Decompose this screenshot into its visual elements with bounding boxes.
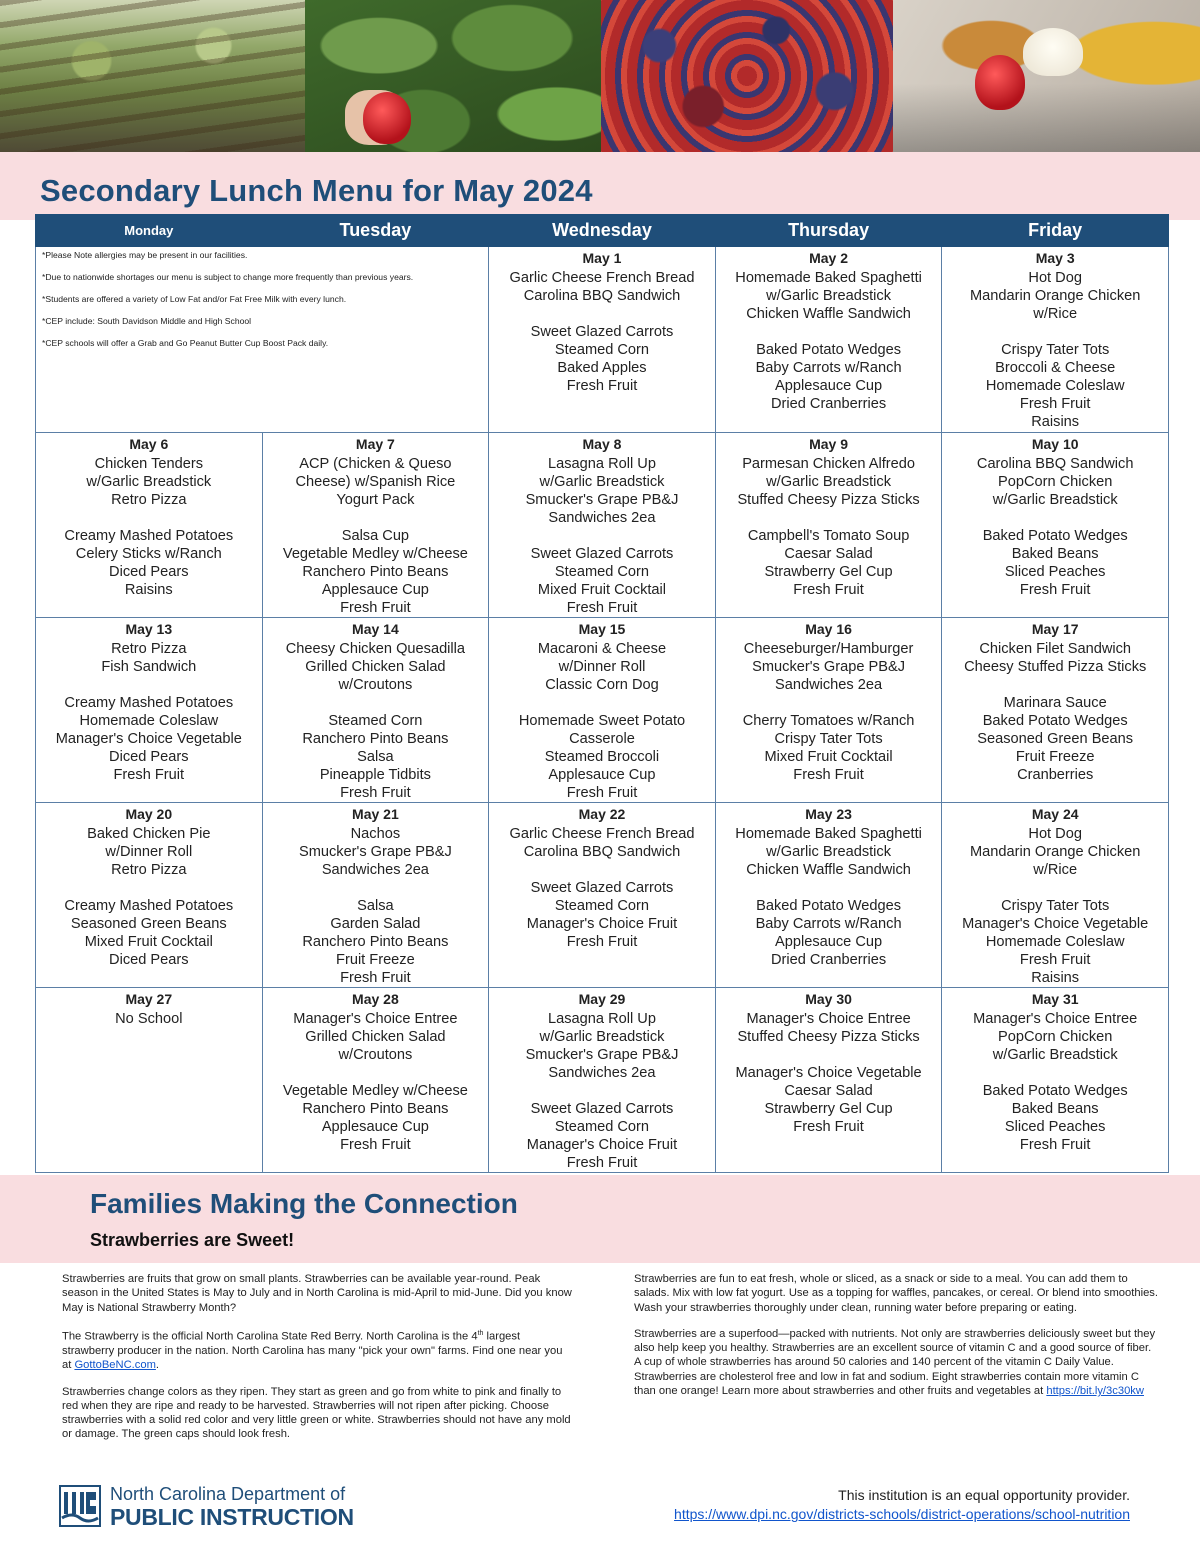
menu-item: Steamed Corn [554,1119,650,1135]
day-date: May 24 [1031,806,1079,822]
menu-item: Garlic Cheese French Bread [509,826,695,842]
menu-spacer [492,1082,712,1100]
menu-item: Sweet Glazed Carrots [530,546,674,562]
menu-item: Manager's Choice Vegetable [735,1065,922,1081]
menu-item: Homemade Sweet Potato [518,713,686,729]
menu-spacer [39,676,259,694]
day-cell [489,433,716,618]
day-cell [942,433,1169,618]
menu-item: Fresh Fruit [1019,582,1091,598]
menu-item: Campbell's Tomato Soup [747,528,910,544]
menu-item: Creamy Mashed Potatoes [64,695,234,711]
menu-item: Retro Pizza [111,641,187,657]
day-date: May 10 [1031,436,1079,452]
menu-spacer [266,509,486,527]
menu-item: Fish Sandwich [101,659,197,675]
menu-item: Raisins [1031,414,1080,430]
menu-item: Crispy Tater Tots [1001,342,1110,358]
menu-item: Fruit Freeze [336,952,415,968]
day-date: May 3 [1035,250,1075,266]
superscript: th [477,1329,484,1337]
day-cell [715,803,942,988]
menu-item: Sweet Glazed Carrots [530,880,674,896]
menu-note: *Due to nationwide shortages our menu is subject to change more frequently than previous years. [42,272,414,282]
text: largest strawberry producer in the nation. North Carolina has many "pick your own" farms. Find one near you at [62,1330,563,1372]
menu-spacer [266,1064,486,1082]
paragraph: Strawberries are fun to eat fresh, whole or sliced, as a snack or side to a meal. You can add them to salads. Mix with low fat yogurt. Use as a topping for waffles, pancakes, or cereal. Or blend into smoothies. Wash your strawberries thoroughly under clean, running water before preparing or eating. [634,1273,1158,1314]
day-date: May 15 [578,621,626,637]
menu-item: w/Croutons [338,677,413,693]
menu-spacer [719,323,939,341]
menu-item: Stuffed Cheesy Pizza Sticks [737,1029,920,1045]
day-header: Monday [36,215,263,247]
menu-item: Applesauce Cup [321,1119,429,1135]
menu-item: Salsa [357,898,394,914]
day-cell [262,803,489,988]
menu-item: Mixed Fruit Cocktail [84,934,213,950]
menu-item: Baby Carrots w/Ranch [755,360,902,376]
menu-spacer [39,879,259,897]
menu-item: w/Garlic Breadstick [539,474,665,490]
menu-item: Diced Pears [109,749,189,765]
menu-item: Hot Dog [1028,270,1082,286]
menu-item: Steamed Corn [554,342,650,358]
day-cell [715,433,942,618]
menu-item: Sandwiches 2ea [548,1065,656,1081]
menu-item: Homemade Coleslaw [985,934,1125,950]
menu-item: w/Dinner Roll [105,844,193,860]
menu-item: Parmesan Chicken Alfredo [742,456,915,472]
menu-item: Diced Pears [109,952,189,968]
menu-note: *Students are offered a variety of Low Fat and/or Fat Free Milk with every lunch. [42,294,347,304]
menu-item: Salsa Cup [341,528,410,544]
menu-item: Broccoli & Cheese [995,360,1116,376]
menu-item: w/Rice [1033,306,1078,322]
menu-item: Homemade Coleslaw [985,378,1125,394]
menu-item: Ranchero Pinto Beans [302,934,449,950]
menu-item: Garlic Cheese French Bread [509,270,695,286]
menu-item: Manager's Choice Entree [293,1011,458,1027]
menu-item: Cherry Tomatoes w/Ranch [742,713,915,729]
menu-item: Strawberry Gel Cup [764,564,893,580]
day-date: May 31 [1031,991,1079,1007]
day-cell [36,988,263,1173]
menu-item: Caesar Salad [784,1083,873,1099]
logo-text-line1: North Carolina Department of [110,1484,346,1504]
menu-item: w/Garlic Breadstick [766,288,892,304]
menu-item: w/Garlic Breadstick [766,474,892,490]
menu-item: Homemade Baked Spaghetti [735,270,922,286]
menu-spacer [945,323,1165,341]
menu-item: Steamed Corn [554,564,650,580]
menu-item: ACP (Chicken & Queso [299,456,452,472]
menu-item: Fresh Fruit [1019,1137,1091,1153]
menu-item: Strawberry Gel Cup [764,1101,893,1117]
families-column-left [62,1272,572,1454]
day-date: May 8 [582,436,622,452]
day-date: May 20 [125,806,173,822]
menu-item: Chicken Filet Sandwich [979,641,1132,657]
menu-item: Mixed Fruit Cocktail [537,582,667,598]
menu-item: Retro Pizza [111,862,187,878]
menu-spacer [266,879,486,897]
menu-spacer [492,861,712,879]
menu-item: w/Garlic Breadstick [992,492,1118,508]
menu-item: Classic Corn Dog [545,677,659,693]
menu-item: Fresh Fruit [566,1155,638,1171]
day-header: Thursday [715,215,942,247]
day-cell [262,433,489,618]
day-cell [36,618,263,803]
day-cell [36,803,263,988]
menu-item: Ranchero Pinto Beans [302,564,449,580]
menu-item: Chicken Tenders [94,456,204,472]
menu-item: Mixed Fruit Cocktail [764,749,893,765]
menu-item: w/Garlic Breadstick [86,474,212,490]
menu-item: Cheesy Stuffed Pizza Sticks [964,659,1147,675]
menu-item: Creamy Mashed Potatoes [64,898,234,914]
menu-item: Lasagna Roll Up [548,1011,656,1027]
equal-opportunity-statement: This institution is an equal opportunity provider. [838,1487,1130,1503]
strawberry-plant-photo [305,0,601,152]
menu-item: Caesar Salad [784,546,873,562]
day-cell [942,618,1169,803]
menu-item: Carolina BBQ Sandwich [523,288,681,304]
menu-item: Steamed Corn [328,713,423,729]
menu-item: Manager's Choice Fruit [526,1137,678,1153]
menu-spacer [945,1064,1165,1082]
menu-item: Dried Cranberries [770,952,887,968]
menu-spacer [492,694,712,712]
menu-note: *CEP include: South Davidson Middle and High School [42,316,252,326]
menu-item: Cheeseburger/Hamburger [743,641,914,657]
menu-item: Salsa [357,749,394,765]
menu-item: Sweet Glazed Carrots [530,324,674,340]
week-row [36,618,1169,803]
menu-item: Fresh Fruit [793,582,864,598]
menu-item: Baked Apples [557,360,647,376]
day-date: May 2 [809,250,849,266]
day-date: May 9 [809,436,849,452]
day-cell [942,247,1169,433]
day-header: Friday [942,215,1169,247]
menu-item: w/Dinner Roll [558,659,646,675]
week-row [36,247,1169,433]
menu-item: Creamy Mashed Potatoes [64,528,234,544]
day-cell [489,803,716,988]
menu-item: Sandwiches 2ea [321,862,429,878]
menu-item: Applesauce Cup [775,378,883,394]
day-cell [489,988,716,1173]
ncdpi-logo [56,1482,366,1532]
menu-item: Fresh Fruit [566,934,638,950]
day-cell [715,988,942,1173]
menu-item: Sliced Peaches [1004,1119,1106,1135]
menu-item: Fresh Fruit [566,378,638,394]
paragraph [634,1327,1159,1398]
menu-spacer [719,879,939,897]
day-cell [489,247,716,433]
menu-spacer [266,694,486,712]
menu-item: Manager's Choice Entree [746,1011,911,1027]
families-subtitle: Strawberries are Sweet! [90,1230,295,1250]
gottobenc-link[interactable]: GottoBeNC.com [74,1359,156,1372]
menu-item: Sandwiches 2ea [548,510,656,526]
paragraph: Strawberries change colors as they ripen. They start as green and go from white to pink and finally to red when they are ripe and ready to be harvested. Strawberries will not ripen after picking. Choose strawberries with a solid red color and very little green or white. Strawberries should not have any mold or damage. The green caps should look fresh. [62,1385,571,1441]
menu-item: Chicken Waffle Sandwich [746,862,911,878]
menu-item: PopCorn Chicken [997,1029,1113,1045]
day-date: May 28 [352,991,399,1007]
menu-item: Yogurt Pack [336,492,415,508]
menu-item: Fresh Fruit [1019,396,1091,412]
menu-item: Grilled Chicken Salad [305,1029,446,1045]
menu-item: Manager's Choice Vegetable [962,916,1149,932]
day-cell [262,618,489,803]
menu-spacer [39,509,259,527]
menu-item: Lasagna Roll Up [548,456,656,472]
menu-item: Fresh Fruit [340,970,411,986]
menu-item: Fresh Fruit [340,600,411,616]
menu-item: Applesauce Cup [548,767,656,783]
menu-item: Smucker's Grape PB&J [525,1047,679,1063]
logo-text-line2: PUBLIC INSTRUCTION [110,1504,354,1530]
day-date: May 27 [125,991,173,1007]
menu-item: Manager's Choice Entree [973,1011,1138,1027]
menu-item: Baked Beans [1011,1101,1099,1117]
menu-item: Homemade Coleslaw [79,713,219,729]
menu-item: Cheesy Chicken Quesadilla [285,641,466,657]
menu-item: Pineapple Tidbits [319,767,431,783]
menu-item: Fresh Fruit [566,600,638,616]
menu-item: Seasoned Green Beans [70,916,227,932]
menu-notes [36,247,489,433]
school-nutrition-url[interactable]: https://www.dpi.nc.gov/districts-schools/district-operations/school-nutrition [674,1506,1130,1522]
menu-spacer [719,1046,939,1064]
menu-item: Fresh Fruit [793,767,864,783]
text: . [155,1359,160,1372]
menu-item: Cheese) w/Spanish Rice [295,474,456,490]
menu-note: *CEP schools will offer a Grab and Go Peanut Butter Cup Boost Pack daily. [42,338,329,348]
menu-item: Retro Pizza [111,492,187,508]
menu-item: w/Garlic Breadstick [766,844,892,860]
menu-item: Hot Dog [1028,826,1082,842]
menu-item: Applesauce Cup [775,934,883,950]
day-date: May 1 [582,250,622,266]
menu-item: Sandwiches 2ea [775,677,883,693]
menu-item: w/Croutons [338,1047,413,1063]
menu-spacer [945,879,1165,897]
week-row [36,988,1169,1173]
menu-item: Marinara Sauce [1003,695,1107,711]
menu-item: Cranberries [1017,767,1094,783]
menu-item: Steamed Broccoli [544,749,660,765]
day-cell [262,988,489,1173]
menu-item: Nachos [350,826,401,842]
menu-item: Chicken Waffle Sandwich [746,306,911,322]
paragraph: Strawberries are fruits that grow on small plants. Strawberries can be available year-round. Peak season in the United States is May to July and in North Carolina is mid-April to mid-June. Did you know May is National Strawberry Month? [62,1273,572,1314]
menu-item: Garden Salad [330,916,421,932]
bitly-link[interactable]: https://bit.ly/3c30kw [1046,1385,1144,1398]
lunch-tray-photo [893,0,1200,152]
menu-item: w/Garlic Breadstick [992,1047,1118,1063]
week-row [36,433,1169,618]
menu-item: Mandarin Orange Chicken [970,288,1141,304]
menu-item: Homemade Baked Spaghetti [735,826,922,842]
mixed-berries-photo [601,0,893,152]
menu-item: Applesauce Cup [321,582,429,598]
menu-item: Fresh Fruit [340,1137,411,1153]
menu-item: Macaroni & Cheese [537,641,667,657]
day-date: May 7 [355,436,395,452]
menu-item: Baked Potato Wedges [982,1083,1128,1099]
menu-item: Baked Potato Wedges [982,528,1128,544]
day-date: May 30 [805,991,852,1007]
menu-item: Celery Sticks w/Ranch [75,546,222,562]
menu-item: Carolina BBQ Sandwich [523,844,681,860]
menu-item: w/Garlic Breadstick [539,1029,665,1045]
menu-item: Baked Potato Wedges [982,713,1128,729]
day-cell [715,618,942,803]
day-cell [942,988,1169,1173]
menu-item: Baked Beans [1011,546,1099,562]
day-header: Wednesday [489,215,716,247]
menu-item: Manager's Choice Fruit [526,916,678,932]
ncdpi-building-icon [56,1482,104,1530]
day-date: May 6 [129,436,169,452]
menu-item: Baby Carrots w/Ranch [755,916,902,932]
menu-item: Carolina BBQ Sandwich [976,456,1134,472]
menu-item: Casserole [569,731,635,747]
paragraph [62,1327,572,1373]
menu-item: Dried Cranberries [770,396,887,412]
menu-item: Stuffed Cheesy Pizza Sticks [737,492,920,508]
menu-item: Fresh Fruit [113,767,185,783]
menu-item: Steamed Corn [554,898,650,914]
menu-item: Fruit Freeze [1015,749,1095,765]
menu-item: Grilled Chicken Salad [305,659,446,675]
menu-item: Fresh Fruit [793,1119,864,1135]
day-date: May 22 [578,806,626,822]
menu-item: Raisins [124,582,173,598]
menu-item: No School [115,1011,183,1027]
menu-spacer [945,676,1165,694]
week-row [36,803,1169,988]
text: The Strawberry is the official North Carolina State Red Berry. North Carolina is the 4 [62,1330,478,1343]
menu-item: Crispy Tater Tots [1001,898,1110,914]
menu-spacer [492,527,712,545]
menu-item: Baked Potato Wedges [756,342,902,358]
menu-spacer [719,694,939,712]
menu-item: Diced Pears [109,564,189,580]
menu-item: Smucker's Grape PB&J [298,844,452,860]
day-header: Tuesday [262,215,489,247]
menu-note: *Please Note allergies may be present in our facilities. [42,250,248,260]
menu-item: Baked Chicken Pie [87,826,211,842]
menu-item: Crispy Tater Tots [774,731,883,747]
menu-item: Ranchero Pinto Beans [302,731,449,747]
day-date: May 13 [125,621,173,637]
menu-item: Mandarin Orange Chicken [970,844,1141,860]
families-column-right [634,1272,1159,1410]
menu-item: PopCorn Chicken [997,474,1113,490]
day-date: May 29 [578,991,626,1007]
menu-item: Raisins [1031,970,1080,986]
menu-item: Sweet Glazed Carrots [530,1101,674,1117]
menu-item: Ranchero Pinto Beans [302,1101,449,1117]
menu-item: Vegetable Medley w/Cheese [282,546,468,562]
strawberry-field-photo [0,0,305,152]
menu-item: Seasoned Green Beans [977,731,1134,747]
menu-item: Fresh Fruit [340,785,411,801]
menu-spacer [719,509,939,527]
day-cell [489,618,716,803]
menu-spacer [492,305,712,323]
page-title: Secondary Lunch Menu for May 2024 [40,173,593,208]
day-cell [715,247,942,433]
menu-item: Fresh Fruit [1019,952,1091,968]
menu-item: Baked Potato Wedges [756,898,902,914]
menu-item: Vegetable Medley w/Cheese [282,1083,468,1099]
menu-spacer [945,509,1165,527]
menu-item: Smucker's Grape PB&J [752,659,905,675]
menu-calendar [35,214,1169,1173]
text: Strawberries are a superfood—packed with nutrients. Not only are strawberries deliciously sweet but they also help keep you healthy. Strawberries are an excellent source of vitamin C and a good source of fiber. A cup of whole strawberries has around 50 calories and 140 percent of the vitamin C Daily Value. Strawberries are cholesterol free and low in fat and sodium. Eight strawberries contain more vitamin C than one orange! Learn more about strawberries and other fruits and vegetables at [634,1327,1156,1398]
day-date: May 17 [1031,621,1079,637]
families-title: Families Making the Connection [90,1188,518,1219]
menu-item: Sliced Peaches [1004,564,1106,580]
day-date: May 23 [805,806,852,822]
menu-item: Smucker's Grape PB&J [525,492,679,508]
day-date: May 16 [805,621,852,637]
photo-banner [0,0,1200,152]
menu-item: Manager's Choice Vegetable [55,731,242,747]
day-date: May 14 [352,621,399,637]
menu-item: Fresh Fruit [566,785,638,801]
day-date: May 21 [352,806,399,822]
day-cell [942,803,1169,988]
day-cell [36,433,263,618]
menu-item: w/Rice [1033,862,1078,878]
school-nutrition-link[interactable] [674,1506,1130,1522]
